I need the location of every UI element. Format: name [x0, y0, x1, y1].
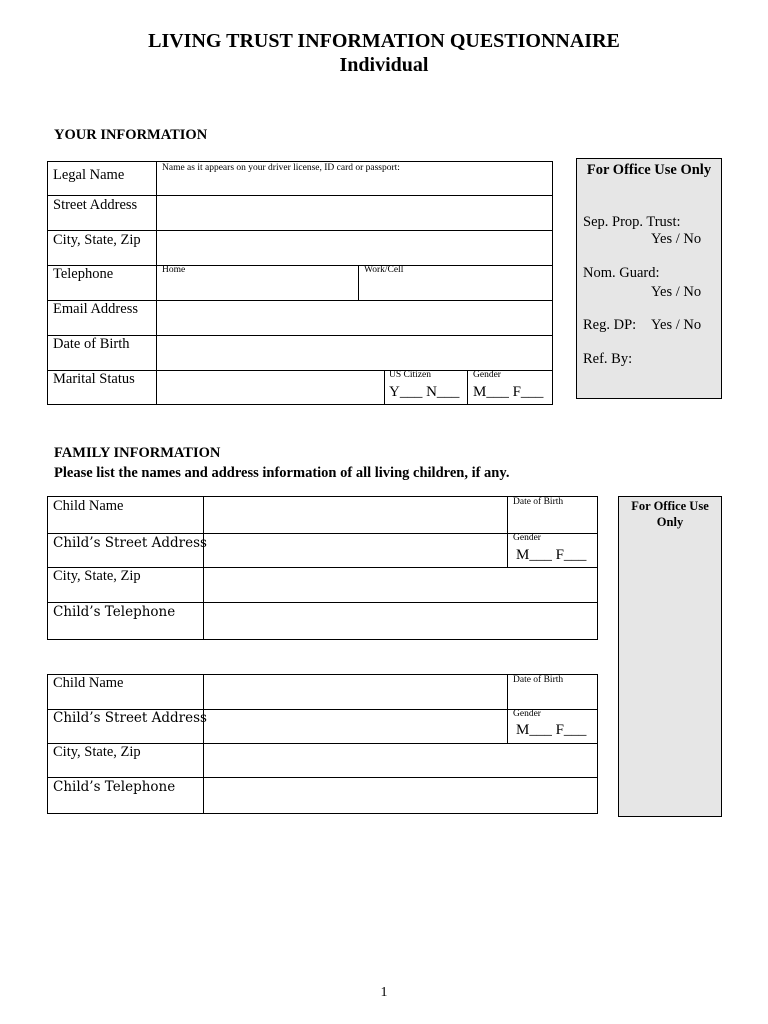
work-cell-phone-field[interactable]	[358, 265, 553, 300]
your-information-heading: YOUR INFORMATION	[54, 127, 208, 143]
city-state-zip-label-cell	[47, 230, 156, 265]
child-dob-label: Date of Birth	[513, 675, 564, 685]
sep-prop-trust-yes-no: Yes / No	[651, 231, 702, 247]
page-title: LIVING TRUST INFORMATION QUESTIONNAIRE	[148, 30, 620, 52]
child-name-field[interactable]	[203, 674, 507, 709]
child-telephone-field[interactable]	[203, 777, 598, 814]
home-phone-field[interactable]	[156, 265, 358, 300]
child-city-label-cell	[47, 743, 203, 777]
email-field[interactable]	[156, 300, 553, 335]
telephone-label-cell	[47, 265, 156, 300]
page-subtitle: Individual	[339, 54, 429, 76]
child-gender-field[interactable]	[507, 709, 598, 743]
dob-label-cell	[47, 335, 156, 370]
child-street-label: Child’s Street Address	[53, 535, 207, 551]
child-telephone-label-cell	[47, 777, 203, 814]
email-label-cell	[47, 300, 156, 335]
gender-label: Gender	[473, 370, 501, 380]
legal-name-label-cell	[47, 161, 156, 195]
family-office-use-box	[618, 496, 722, 817]
child-name-label-cell	[47, 496, 203, 533]
child-street-label-cell	[47, 709, 207, 743]
street-address-label-cell	[47, 195, 156, 230]
legal-name-hint: Name as it appears on your driver license, ID card or passport:	[162, 163, 400, 173]
child-gender-label: Gender	[513, 533, 541, 543]
sep-prop-trust-label: Sep. Prop. Trust:	[583, 214, 681, 230]
child-street-field[interactable]	[203, 533, 507, 567]
child-gender-field[interactable]	[507, 533, 598, 567]
legal-name-label: Legal Name	[53, 167, 125, 183]
child-telephone-label-cell	[47, 602, 203, 640]
family-instructions: Please list the names and address information of all living children, if any.	[54, 465, 510, 481]
nom-guard-label: Nom. Guard:	[583, 265, 660, 281]
ref-by-label: Ref. By:	[583, 351, 633, 367]
child-city-label-cell	[47, 567, 203, 602]
gender-field[interactable]	[467, 370, 553, 405]
gender-options: M___ F___	[473, 384, 544, 400]
marital-status-label-cell	[47, 370, 156, 405]
nom-guard-yes-no: Yes / No	[651, 284, 702, 300]
dob-field[interactable]	[156, 335, 553, 370]
city-state-zip-field[interactable]	[156, 230, 553, 265]
street-address-field[interactable]	[156, 195, 553, 230]
telephone-label: Telephone	[53, 266, 114, 282]
child-gender-label: Gender	[513, 709, 541, 719]
child-street-field[interactable]	[203, 709, 507, 743]
dob-label: Date of Birth	[53, 336, 130, 352]
child-telephone-field[interactable]	[203, 602, 598, 640]
child-street-label: Child’s Street Address	[53, 710, 207, 726]
child-city-label: City, State, Zip	[53, 744, 141, 760]
child-gender-options: M___ F___	[516, 547, 587, 563]
page-number: 1	[380, 985, 388, 1000]
child-telephone-label: Child’s Telephone	[53, 604, 176, 620]
child-telephone-label: Child’s Telephone	[53, 779, 176, 795]
child-name-label: Child Name	[53, 498, 124, 514]
child-name-field[interactable]	[203, 496, 507, 533]
family-information-heading: FAMILY INFORMATION	[54, 445, 221, 461]
child-city-label: City, State, Zip	[53, 568, 141, 584]
child-city-field[interactable]	[203, 567, 598, 602]
reg-dp-label: Reg. DP:	[583, 317, 637, 333]
office-use-box	[576, 158, 722, 399]
us-citizen-label: US Citizen	[389, 370, 431, 380]
us-citizen-options: Y___ N___	[389, 384, 460, 400]
home-phone-hint: Home	[162, 265, 186, 275]
child-dob-field[interactable]	[507, 496, 598, 533]
reg-dp-yes-no: Yes / No	[651, 317, 702, 333]
us-citizen-field[interactable]	[384, 370, 467, 405]
marital-status-label: Marital Status	[53, 371, 135, 387]
child-gender-options: M___ F___	[516, 722, 587, 738]
email-label: Email Address	[53, 301, 138, 317]
child-name-label-cell	[47, 674, 203, 709]
child-dob-label: Date of Birth	[513, 497, 564, 507]
marital-status-field[interactable]	[156, 370, 384, 405]
child-city-field[interactable]	[203, 743, 598, 777]
child-name-label: Child Name	[53, 675, 124, 691]
child-dob-field[interactable]	[507, 674, 598, 709]
legal-name-field[interactable]	[156, 161, 553, 195]
child-street-label-cell	[47, 533, 207, 567]
family-office-use-heading: For Office Use Only	[631, 499, 709, 529]
office-use-heading: For Office Use Only	[586, 162, 712, 178]
street-address-label: Street Address	[53, 197, 138, 213]
work-cell-hint: Work/Cell	[364, 265, 404, 275]
city-state-zip-label: City, State, Zip	[53, 232, 141, 248]
